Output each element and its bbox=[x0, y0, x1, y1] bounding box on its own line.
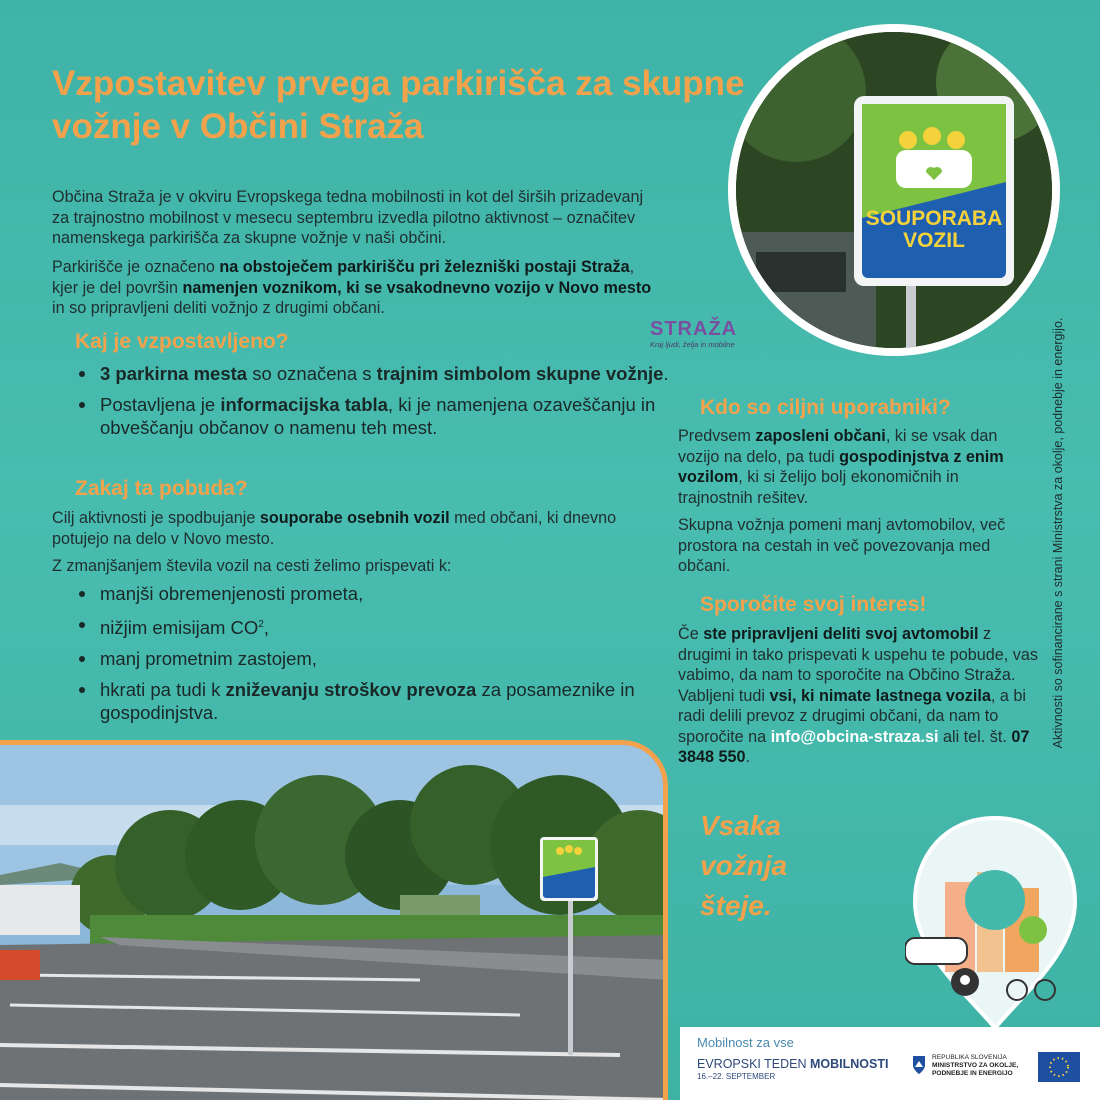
sign-text: SOUPORABA VOZIL bbox=[865, 207, 1003, 252]
page-title: Vzpostavitev prvega parkirišča za skupne vožnje v Občini Straža bbox=[52, 64, 745, 146]
eu-flag-icon bbox=[1038, 1052, 1080, 1082]
heading-sporocite: Sporočite svoj interes! bbox=[700, 593, 927, 616]
straza-logo bbox=[650, 318, 760, 349]
map-pin-illustration bbox=[905, 812, 1085, 1034]
sporocite-paragraph: Če ste pripravljeni deliti svoj avtomobil z drugimi in tako prispevati k uspehu te pobude, vas vabimo, da nam to sporočite na Občino Straža. Vabljeni tudi vsi, ki nimate lastnega vozila, a bi radi delili prevoz z drugimi občani, da nam to sporočite na info@obcina-straza.si ali tel. št. 07 3848 550. bbox=[678, 625, 1038, 766]
list-item: nižjim emisijam $CO^2$, bbox=[100, 613, 720, 639]
list-item: 3 parkirna mesta so označena s trajnim simbolom skupne vožnje. bbox=[100, 362, 700, 385]
list-item: manjši obremenjenosti prometa, bbox=[100, 582, 720, 605]
ministry-label: REPUBLIKA SLOVENIJA MINISTRSTVO ZA OKOLJE, PODNEBJE IN ENERGIJO bbox=[932, 1054, 1019, 1077]
zakaj-paragraph: Cilj aktivnosti je spodbujanje souporabe osebnih vozil med občani, ki dnevno potujejo na delo v Novo mesto. bbox=[52, 509, 617, 548]
parking-scene bbox=[0, 745, 668, 1100]
location-paragraph: Parkirišče je označeno na obstoječem parkirišču pri železniški postaji Straža, kjer je del površin namenjen voznikom, ki se vsakodnevno vozijo v Novo mesto in so pripravljeni deliti vožnjo z drugimi občani. bbox=[52, 258, 652, 317]
heading-zakaj: Zakaj ta pobuda? bbox=[75, 477, 248, 500]
parking-photo bbox=[0, 740, 668, 1100]
benefits-list bbox=[54, 582, 720, 732]
sign-photo bbox=[728, 24, 1060, 356]
kdo-paragraph-2: Skupna vožnja pomeni manj avtomobilov, več prostora na cestah in več povezovanja med občani. bbox=[678, 516, 1006, 575]
footer-mobility: Mobilnost za vse bbox=[697, 1035, 794, 1050]
logo-name: STRAŽA bbox=[650, 318, 738, 340]
heading-kdo: Kdo so ciljni uporabniki? bbox=[700, 396, 951, 419]
zakaj-intro-list: Z zmanjšanjem števila vozil na cesti želimo prispevati k: bbox=[52, 557, 452, 575]
intro-paragraph bbox=[52, 187, 652, 249]
sponsor-note: Aktivnosti so sofinancirane s strani Ministrstva za okolje, podnebje in energijo. bbox=[1051, 317, 1065, 748]
kaj-list bbox=[54, 362, 700, 447]
list-item: hkrati pa tudi k zniževanju stroškov prevoza za posameznike in gospodinjstva. bbox=[100, 678, 720, 724]
slovenia-coat-icon bbox=[912, 1055, 926, 1075]
slogan: Vsaka vožnja šteje. bbox=[700, 810, 788, 921]
heading-kaj: Kaj je vzpostavljeno? bbox=[75, 330, 289, 353]
logo-tagline: Kraj ljudi, želja in mobilne bbox=[650, 340, 735, 349]
sign-illustration bbox=[736, 32, 1052, 348]
footer-week: EVROPSKI TEDEN MOBILNOSTI bbox=[697, 1057, 889, 1071]
phone-number[interactable]: 07 3848 550 bbox=[678, 727, 1030, 766]
list-item: Postavljena je informacijska tabla, ki je namenjena ozaveščanju in obveščanju občanov o namenu teh mest. bbox=[100, 393, 700, 439]
kdo-paragraph: Predvsem zaposleni občani, ki se vsak dan vozijo na delo, pa tudi gospodinjstva z enim vozilom, ki si želijo bolj ekonomičnih in trajnostnih rešitev. bbox=[678, 427, 1004, 507]
intro-text: Občina Straža je v okviru Evropskega tedna mobilnosti in kot del širših prizadevanj za trajnostno mobilnost v mesecu septembru izvedla pilotno aktivnost – označitev namenskega parkirišča za skupne vožnje v naši občini. bbox=[52, 188, 644, 247]
email-link[interactable]: info@obcina-straza.si bbox=[770, 727, 939, 746]
list-item: manj prometnim zastojem, bbox=[100, 647, 720, 670]
footer-dates: 16.–22. SEPTEMBER bbox=[697, 1072, 776, 1081]
footer bbox=[680, 1027, 1100, 1100]
